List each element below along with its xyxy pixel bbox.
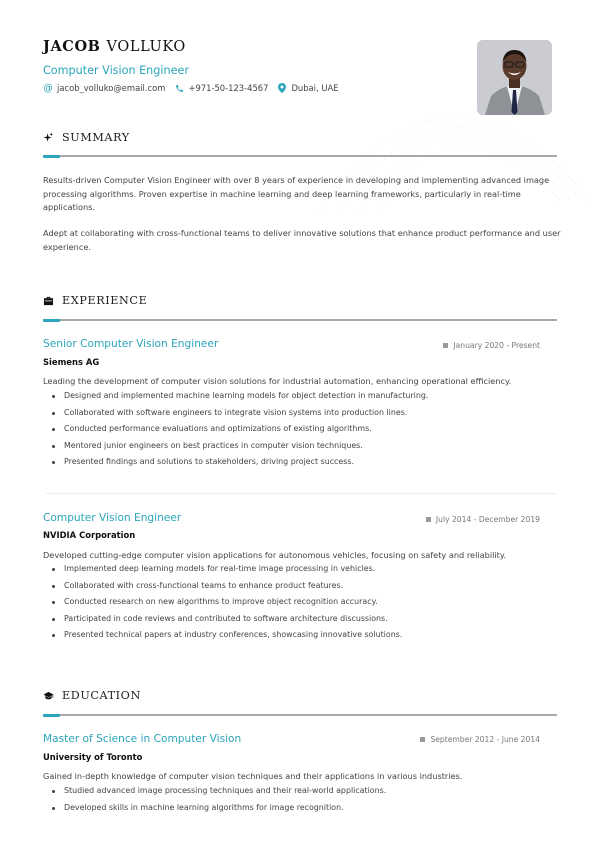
map-pin-icon [277, 83, 287, 93]
bullet-item: Participated in code reviews and contributed to software architecture discussions. [52, 613, 402, 630]
bullet-item: Mentored junior engineers on best practices in computer vision techniques. [52, 440, 428, 457]
job-headline: Computer Vision Engineer [43, 64, 189, 77]
education-description: Gained in-depth knowledge of computer vision techniques and their applications in various industries. [43, 771, 463, 781]
job-bullets [52, 563, 402, 646]
last-name: VOLLUKO [106, 39, 186, 55]
job-description: Leading the development of computer vision solutions for industrial automation, enhancing operational efficiency. [43, 376, 512, 386]
email-text: jacob_volluko@email.com [57, 83, 166, 93]
calendar-icon [426, 517, 431, 522]
bullet-item: Studied advanced image processing techniques and their real-world applications. [52, 785, 386, 802]
bullet-item: Conducted research on new algorithms to improve object recognition accuracy. [52, 596, 402, 613]
bullet-item: Collaborated with cross-functional teams to enhance product features. [52, 580, 402, 597]
summary-heading [43, 131, 130, 144]
bullet-item: Collaborated with software engineers to integrate vision systems into production lines. [52, 407, 428, 424]
company-name: NVIDIA Corporation [43, 530, 136, 540]
job-title: Computer Vision Engineer [43, 512, 182, 524]
degree-title: Master of Science in Computer Vision [43, 733, 242, 745]
graduation-cap-icon [43, 690, 54, 701]
bullet-item: Conducted performance evaluations and optimizations of existing algorithms. [52, 423, 428, 440]
job-description: Developed cutting-edge computer vision applications for autonomous vehicles, focusing on safety and reliability. [43, 550, 507, 560]
location-text: Dubai, UAE [291, 83, 339, 93]
bullet-item: Developed skills in machine learning algorithms for image recognition. [52, 802, 386, 819]
job-dates [443, 341, 540, 350]
experience-heading-text: EXPERIENCE [62, 294, 148, 307]
education-heading [43, 689, 141, 702]
bullet-item: Implemented deep learning models for real-time image processing in vehicles. [52, 563, 402, 580]
job-dates-text: July 2014 - December 2019 [435, 515, 540, 524]
summary-paragraph-2: Adept at collaborating with cross-functional teams to deliver innovative solutions that enhance product performance and user experience. [43, 228, 561, 252]
education-bullets [52, 785, 386, 818]
bullet-item: Presented findings and solutions to stakeholders, driving project success. [52, 456, 428, 473]
divider-accent [43, 155, 60, 158]
job-title: Senior Computer Vision Engineer [43, 338, 219, 350]
candidate-name [43, 38, 186, 55]
at-icon: @ [43, 82, 53, 94]
summary-paragraph-1: Results-driven Computer Vision Engineer with over 8 years of experience in developing and implementing advanced image processing algorithms. Proven expertise in machine learning and deep learning frameworks, particularly in real-time applications. [43, 175, 550, 212]
bullet-item: Presented technical papers at industry conferences, showcasing innovative solutions. [52, 629, 402, 646]
calendar-icon [420, 737, 425, 742]
contact-email[interactable] [43, 83, 165, 93]
summary-divider [43, 155, 557, 157]
divider-accent [43, 319, 60, 322]
briefcase-icon [43, 295, 54, 306]
job-dates-text: January 2020 - Present [453, 341, 540, 350]
profile-photo [477, 40, 552, 115]
contact-location [277, 83, 338, 93]
education-heading-text: EDUCATION [62, 689, 141, 702]
contact-phone[interactable] [174, 83, 268, 93]
education-dates-text: September 2012 - June 2014 [430, 735, 540, 744]
contact-row [43, 83, 347, 93]
experience-heading [43, 294, 147, 307]
company-name: Siemens AG [43, 357, 100, 367]
summary-heading-text: SUMMARY [62, 131, 130, 144]
phone-text: +971-50-123-4567 [188, 83, 269, 93]
bullet-item: Designed and implemented machine learning models for object detection in manufacturing. [52, 390, 428, 407]
calendar-icon [443, 343, 448, 348]
education-divider [43, 714, 557, 716]
education-dates [420, 735, 540, 744]
job-dates [426, 515, 540, 524]
experience-divider [43, 319, 557, 321]
job-separator [46, 493, 556, 494]
sparkle-icon [43, 132, 54, 143]
divider-accent [43, 714, 60, 717]
job-bullets [52, 390, 428, 473]
phone-icon [174, 83, 184, 93]
school-name: University of Toronto [43, 752, 143, 762]
first-name: JACOB [43, 38, 101, 55]
